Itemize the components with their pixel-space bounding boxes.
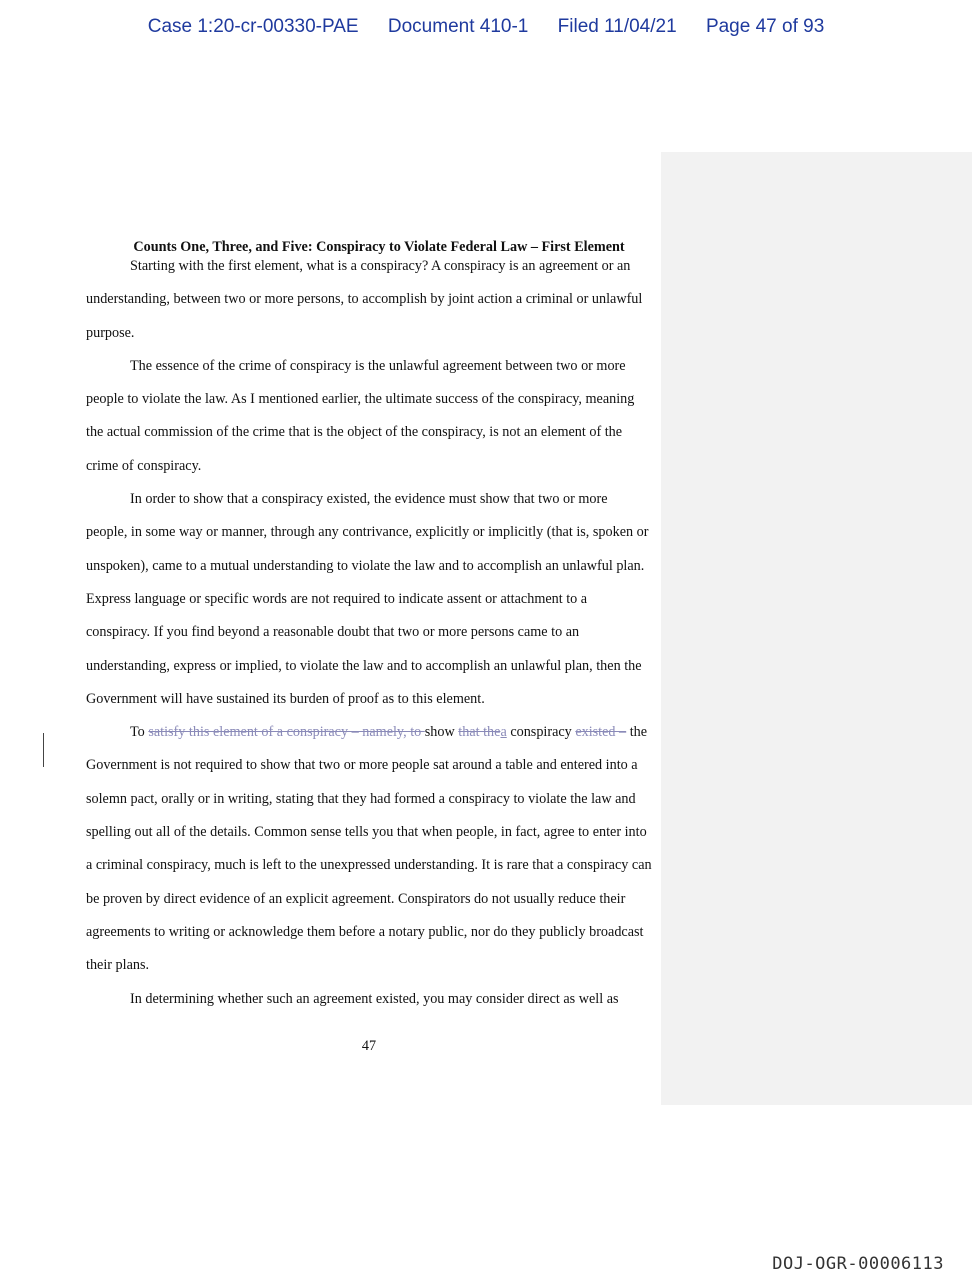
paragraph-2: The essence of the crime of conspiracy is the unlawful agreement between two or more people to violate the law. As I mentioned earlier, the ultimate success of the conspiracy, meaning the actual commission of the crime that is the object of the conspiracy, is not an element of the crime of conspiracy.	[86, 357, 635, 474]
deleted-text: existed –	[575, 724, 627, 741]
page-number: 47	[361, 1038, 377, 1054]
deleted-text: satisfy this element of a conspiracy – namely, to	[148, 724, 425, 741]
paragraph-4-tracked-changes	[86, 716, 652, 982]
filed-date: Filed 11/04/21	[557, 16, 677, 37]
page-of-total: Page 47 of 93	[705, 16, 825, 37]
paragraph-3: In order to show that a conspiracy existed, the evidence must show that two or more people, in some way or manner, through any contrivance, explicitly or implicitly (that is, spoken or unspoken), came to a mutual understanding to violate the law and to accomplish an unlawful plan. Express language or specific words are not required to indicate assent or attachment to a conspiracy. If you find beyond a reasonable doubt that two or more persons came to an understanding, express or implied, to violate the law and to accomplish an unlawful plan, then the Government will have sustained its burden of proof as to this element.	[86, 491, 649, 707]
paragraph-1: Starting with the first element, what is a conspiracy? A conspiracy is an agreement or an understanding, between two or more persons, to accomplish by joint action a criminal or unlawful purpose.	[86, 258, 643, 341]
comment-markup-pane	[661, 152, 972, 1105]
text-run: conspiracy	[506, 724, 576, 741]
inserted-text: a	[500, 724, 507, 741]
document-body	[86, 236, 652, 1016]
case-number: Case 1:20-cr-00330-PAE	[147, 16, 359, 37]
revision-change-bar	[43, 733, 44, 767]
section-heading: Counts One, Three, and Five: Conspiracy to Violate Federal Law – First Element	[133, 239, 625, 255]
bates-number: DOJ-OGR-00006113	[772, 1254, 944, 1274]
text-run: the Government is not required to show that two or more people sat around a table and entered into a solemn pact, orally or in writing, stating that they had formed a conspiracy to violate the law and spelling out all of the details. Common sense tells you that when people, in fact, agree to enter into a criminal conspiracy, much is left to the unexpressed understanding. It is rare that a conspiracy can be proven by direct evidence of an explicit agreement. Conspirators do not usually reduce their agreements to writing or acknowledge them before a notary public, nor do they publicly broadcast their plans.	[86, 724, 652, 974]
document-number: Document 410-1	[387, 16, 529, 37]
paragraph-5: In determining whether such an agreement existed, you may consider direct as well as	[130, 990, 619, 1007]
case-header-stamp	[0, 16, 972, 38]
deleted-text: that the	[458, 724, 501, 741]
text-run: To	[130, 724, 149, 741]
text-run: show	[424, 724, 459, 741]
